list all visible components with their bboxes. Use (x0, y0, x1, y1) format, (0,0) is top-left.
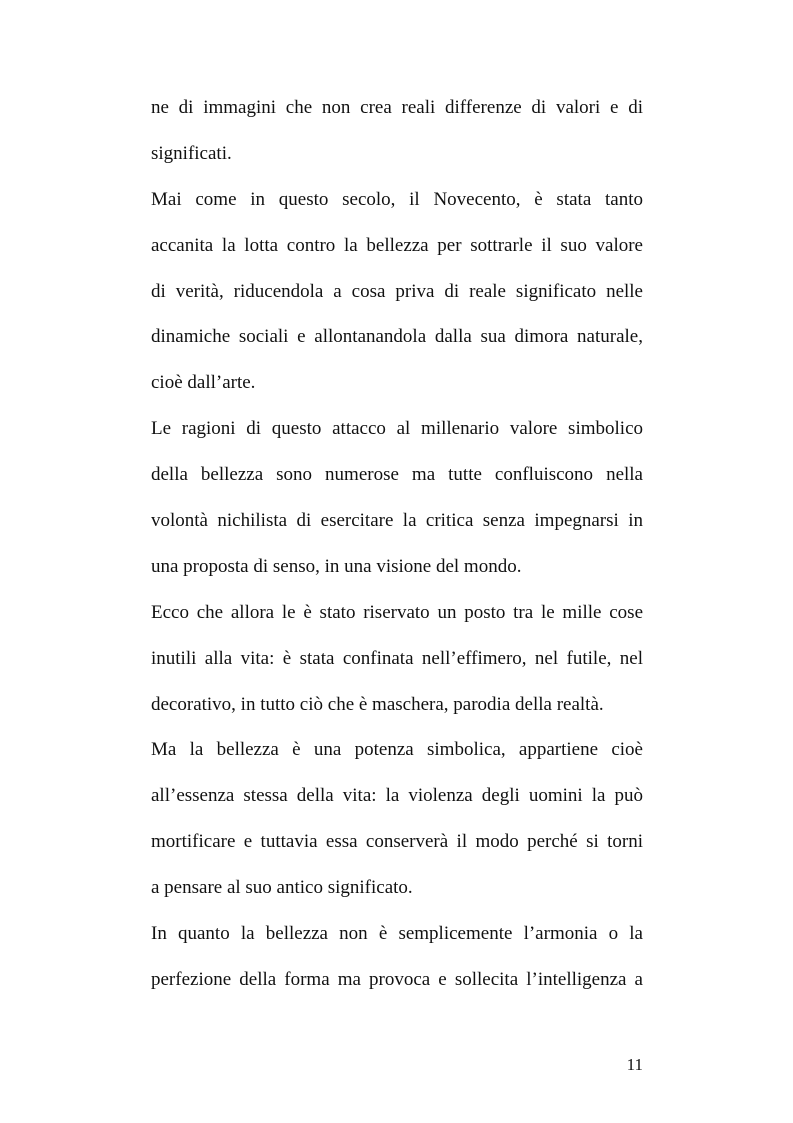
text-line: Le ragioni di questo attacco al millenario valore simbolico (151, 418, 643, 440)
text-line: perfezione della forma ma provoca e sollecita l’intelligenza a (151, 968, 643, 990)
text-line: mortificare e tuttavia essa conserverà il modo perché si torni (151, 831, 643, 853)
page-number: 11 (626, 1055, 643, 1074)
text-line: una proposta di senso, in una visione del mondo. (151, 555, 522, 577)
text-line: Mai come in questo secolo, il Novecento, è stata tanto (151, 188, 643, 210)
text-line: inutili alla vita: è stata confinata nell’effimero, nel futile, nel (151, 647, 643, 669)
text-line: Ma la bellezza è una potenza simbolica, appartiene cioè (151, 739, 643, 761)
text-line: di verità, riducendola a cosa priva di reale significato nelle (151, 280, 643, 302)
text-line: all’essenza stessa della vita: la violenza degli uomini la può (151, 785, 643, 807)
text-line: cioè dall’arte. (151, 372, 256, 394)
text-line: Ecco che allora le è stato riservato un posto tra le mille cose (151, 601, 643, 623)
text-line: ne di immagini che non crea reali differenze di valori e di (151, 97, 643, 118)
text-line: a pensare al suo antico significato. (151, 877, 413, 899)
text-line: significati. (151, 142, 232, 164)
text-line: della bellezza sono numerose ma tutte confluiscono nella (151, 464, 643, 486)
text-line: decorativo, in tutto ciò che è maschera, parodia della realtà. (151, 693, 604, 715)
text-line: dinamiche sociali e allontanandola dalla sua dimora naturale, (151, 326, 643, 348)
text-line: In quanto la bellezza non è semplicemente l’armonia o la (151, 923, 643, 945)
text-line: accanita la lotta contro la bellezza per sottrarle il suo valore (151, 234, 643, 256)
body-text (151, 89, 643, 1007)
text-line: volontà nichilista di esercitare la critica senza impegnarsi in (151, 510, 643, 532)
